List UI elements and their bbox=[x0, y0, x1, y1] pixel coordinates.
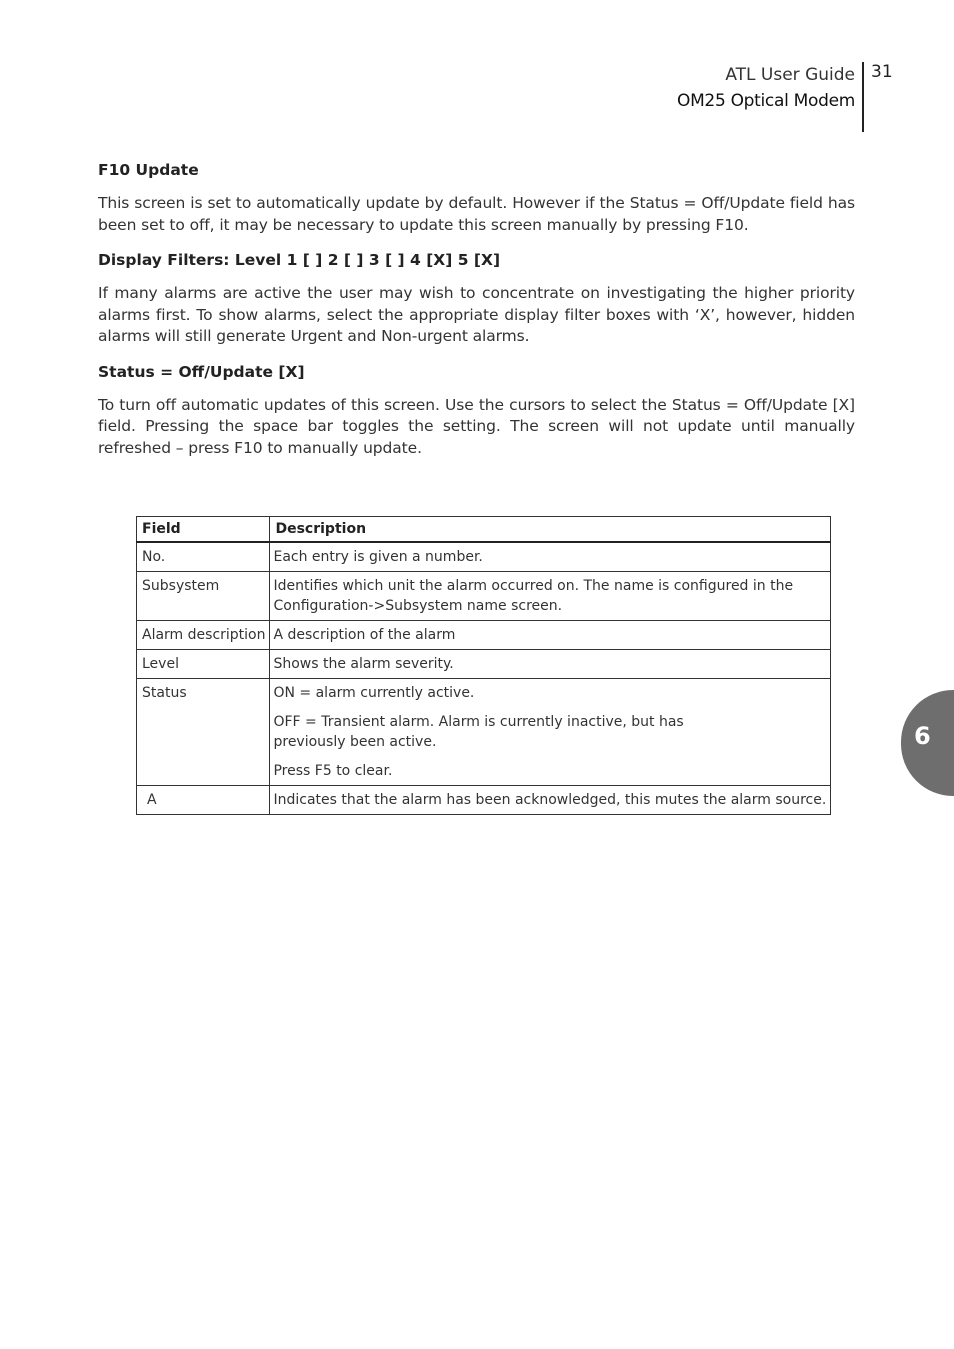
description-cell bbox=[270, 786, 831, 815]
field-cell: No. bbox=[137, 542, 270, 572]
field-cell: Status bbox=[137, 679, 270, 786]
table-row bbox=[137, 621, 831, 650]
description-text: Identifies which unit the alarm occurred on. The name is configured in the Configuration->Subsystem name screen. bbox=[273, 578, 794, 614]
guide-title: ATL User Guide bbox=[725, 65, 855, 85]
description-text: ON = alarm currently active. bbox=[273, 685, 475, 701]
table-row bbox=[137, 786, 831, 815]
description-cell bbox=[270, 542, 831, 572]
field-cell: Subsystem bbox=[137, 572, 270, 621]
table-row bbox=[137, 679, 831, 786]
header-divider bbox=[862, 62, 864, 132]
field-cell: A bbox=[137, 786, 270, 815]
description-cell bbox=[270, 621, 831, 650]
description-cell bbox=[270, 572, 831, 621]
description-text: OFF = Transient alarm. Alarm is currently inactive, but has previously been active. bbox=[273, 714, 684, 750]
description-text: Each entry is given a number. bbox=[273, 549, 483, 565]
field-description-table bbox=[136, 516, 831, 815]
column-header-description: Description bbox=[270, 517, 831, 543]
section-heading-f10-update: F10 Update bbox=[98, 161, 199, 179]
chapter-number: 6 bbox=[914, 722, 931, 750]
section-body-status: To turn off automatic updates of this screen. Use the cursors to select the Status = Off/Update [X] field. Pressing the space bar toggles the setting. The screen will not update until manually refreshed – press F10 to manually update. bbox=[98, 395, 855, 457]
section-body-f10-update: This screen is set to automatically update by default. However if the Status = Off/Update field has been set to off, it may be necessary to update this screen manually by pressing F10. bbox=[98, 194, 855, 234]
section-heading-status: Status = Off/Update [X] bbox=[98, 362, 305, 381]
page-number: 31 bbox=[871, 62, 893, 82]
description-cell bbox=[270, 650, 831, 679]
section-heading-display-filters: Display Filters: Level 1 [ ] 2 [ ] 3 [ ] 4 [X] 5 [X] bbox=[98, 251, 501, 269]
product-name: OM25 Optical Modem bbox=[676, 91, 855, 111]
description-text: Press F5 to clear. bbox=[273, 763, 393, 779]
field-cell: Level bbox=[137, 650, 270, 679]
column-header-field: Field bbox=[137, 517, 270, 543]
table-row bbox=[137, 572, 831, 621]
description-cell bbox=[270, 679, 831, 786]
table-row bbox=[137, 542, 831, 572]
field-cell: Alarm description bbox=[137, 621, 270, 650]
running-header bbox=[677, 62, 855, 114]
description-text: Shows the alarm severity. bbox=[273, 656, 454, 672]
description-text: A description of the alarm bbox=[273, 627, 456, 643]
description-text: Indicates that the alarm has been acknowledged, this mutes the alarm source. bbox=[273, 792, 827, 808]
table-header-row bbox=[137, 517, 831, 543]
section-body-display-filters: If many alarms are active the user may wish to concentrate on investigating the higher priority alarms first. To show alarms, select the appropriate display filter boxes with ‘X’, however, hidden alarms will still generate Urgent and Non-urgent alarms. bbox=[98, 284, 855, 345]
table-row bbox=[137, 650, 831, 679]
main-content bbox=[98, 158, 855, 471]
